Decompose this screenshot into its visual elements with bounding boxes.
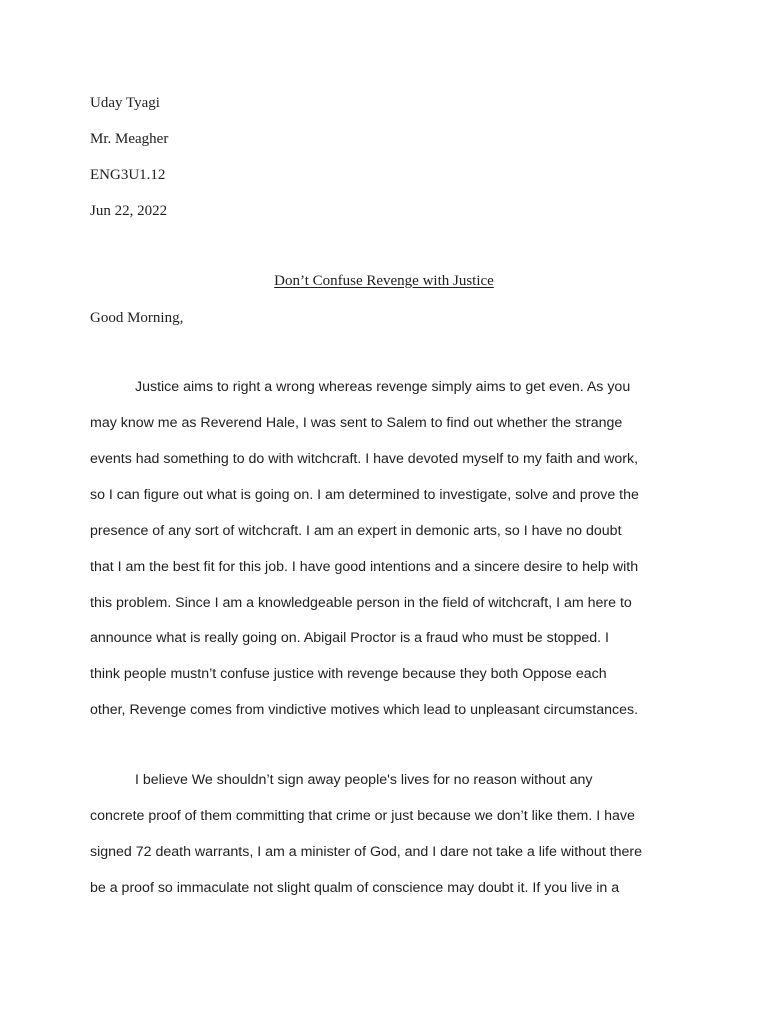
- author-name: Uday Tyagi: [90, 95, 160, 111]
- document-title: Don’t Confuse Revenge with Justice: [274, 273, 494, 289]
- paragraph-2-line-4: be a proof so immaculate not slight qualm of conscience may doubt it. If you live in a: [90, 880, 620, 896]
- document-date: Jun 22, 2022: [90, 203, 168, 219]
- paragraph-1-line-8: announce what is really going on. Abigail Proctor is a fraud who must be stopped. I: [90, 630, 609, 646]
- paragraph-1-line-4: so I can figure out what is going on. I am determined to investigate, solve and prove the: [90, 487, 639, 503]
- course-code: ENG3U1.12: [90, 167, 166, 183]
- paragraph-1-line-9: think people mustn’t confuse justice with revenge because they both Oppose each: [90, 666, 607, 682]
- paragraph-1-line-3: events had something to do with witchcraft. I have devoted myself to my faith and work,: [90, 451, 639, 467]
- paragraph-2-line-1: I believe We shouldn’t sign away people's lives for no reason without any: [135, 772, 593, 788]
- paragraph-1-line-1: Justice aims to right a wrong whereas revenge simply aims to get even. As you: [135, 379, 631, 395]
- paragraph-1-line-6: that I am the best fit for this job. I have good intentions and a sincere desire to help with: [90, 559, 639, 575]
- paragraph-2-line-3: signed 72 death warrants, I am a minister of God, and I dare not take a life without there: [90, 844, 643, 860]
- paragraph-1-line-7: this problem. Since I am a knowledgeable person in the field of witchcraft, I am here to: [90, 595, 632, 611]
- paragraph-1-line-2: may know me as Reverend Hale, I was sent to Salem to find out whether the strange: [90, 415, 623, 431]
- paragraph-1-line-10: other, Revenge comes from vindictive motives which lead to unpleasant circumstances.: [90, 702, 639, 718]
- greeting: Good Morning,: [90, 310, 184, 326]
- teacher-name: Mr. Meagher: [90, 131, 169, 147]
- document-title-container: [0, 272, 768, 290]
- paragraph-2-line-2: concrete proof of them committing that crime or just because we don’t like them. I have: [90, 808, 635, 824]
- paragraph-1-line-5: presence of any sort of witchcraft. I am an expert in demonic arts, so I have no doubt: [90, 523, 622, 539]
